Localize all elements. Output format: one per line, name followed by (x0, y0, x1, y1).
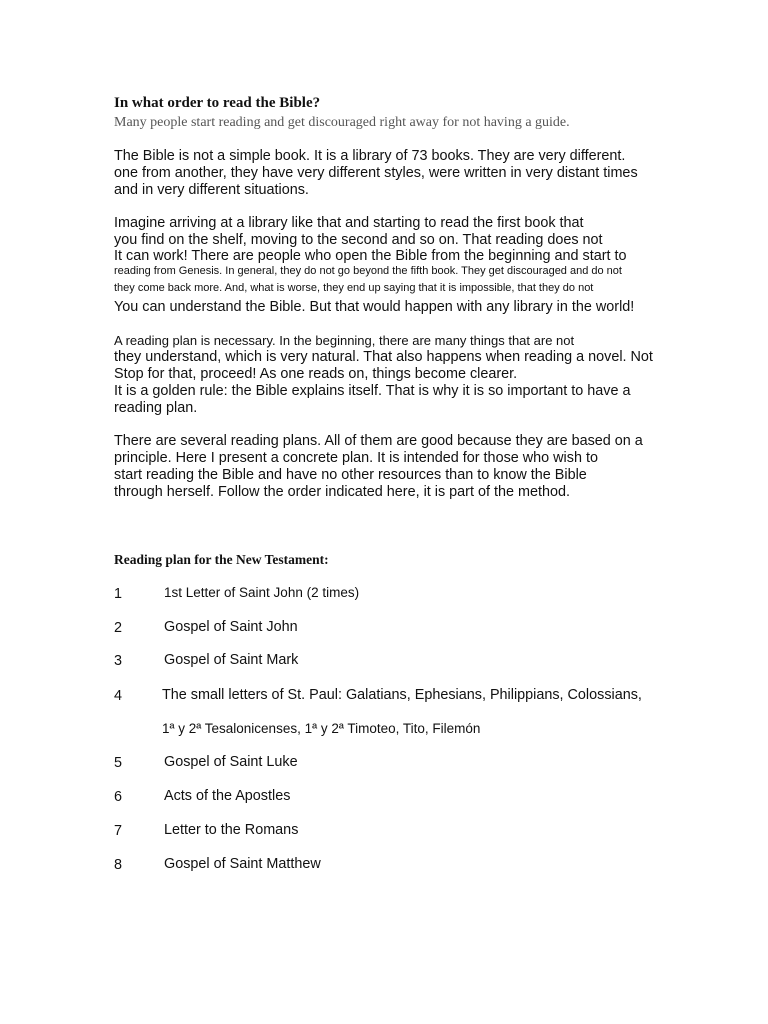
plan-item-text: 1st Letter of Saint John (2 times) (164, 585, 360, 600)
plan-item-text: Gospel of Saint Matthew (164, 856, 321, 872)
plan-item-number: 2 (114, 620, 123, 636)
paragraph-4-line-3: start reading the Bible and have no other resources than to know the Bible (114, 467, 587, 483)
plan-item-number: 7 (114, 823, 123, 839)
paragraph-3-line-2: they understand, which is very natural. That also happens when reading a novel. Not (114, 349, 653, 365)
paragraph-1-line-1: The Bible is not a simple book. It is a library of 73 books. They are very different. (114, 148, 626, 164)
paragraph-4-line-4: through herself. Follow the order indicated here, it is part of the method. (114, 484, 570, 500)
plan-item-number: 3 (114, 653, 123, 669)
plan-item-text: Gospel of Saint Luke (164, 754, 298, 770)
document-title: In what order to read the Bible? (114, 95, 321, 111)
paragraph-2-line-4: reading from Genesis. In general, they do not go beyond the fifth book. They get discouraged and do not (114, 265, 622, 277)
paragraph-3-line-4: It is a golden rule: the Bible explains itself. That is why it is so important to have a (114, 383, 631, 399)
plan-item-text: Acts of the Apostles (164, 788, 291, 804)
plan-item-number: 1 (114, 586, 123, 602)
paragraph-2-line-6: You can understand the Bible. But that would happen with any library in the world! (114, 299, 635, 315)
document-subtitle: Many people start reading and get discouraged right away for not having a guide. (114, 115, 570, 130)
paragraph-2-line-5: they come back more. And, what is worse, they end up saying that it is impossible, that they do not (114, 282, 594, 294)
plan-item-number: 8 (114, 857, 123, 873)
paragraph-3-line-1: A reading plan is necessary. In the beginning, there are many things that are not (114, 333, 575, 348)
plan-item-number: 4 (114, 688, 123, 704)
paragraph-1-line-3: and in very different situations. (114, 182, 309, 198)
reading-plan-heading: Reading plan for the New Testament: (114, 552, 329, 567)
plan-item-number: 6 (114, 789, 123, 805)
paragraph-1-line-2: one from another, they have very different styles, were written in very distant times (114, 165, 638, 181)
paragraph-2-line-3: It can work! There are people who open the Bible from the beginning and start to (114, 248, 627, 264)
plan-item-continuation: 1ª y 2ª Tesalonicenses, 1ª y 2ª Timoteo, Tito, Filemón (162, 721, 481, 736)
paragraph-4-line-1: There are several reading plans. All of them are good because they are based on a (114, 433, 643, 449)
paragraph-4-line-2: principle. Here I present a concrete plan. It is intended for those who wish to (114, 450, 598, 466)
plan-item-text: Gospel of Saint John (164, 619, 298, 635)
plan-item-text: Gospel of Saint Mark (164, 652, 299, 668)
plan-item-number: 5 (114, 755, 123, 771)
paragraph-2-line-1: Imagine arriving at a library like that and starting to read the first book that (114, 215, 584, 231)
paragraph-3-line-5: reading plan. (114, 400, 198, 416)
plan-item-text: The small letters of St. Paul: Galatians, Ephesians, Philippians, Colossians, (162, 687, 642, 703)
plan-item-text: Letter to the Romans (164, 822, 299, 838)
paragraph-3-line-3: Stop for that, proceed! As one reads on, things become clearer. (114, 366, 518, 382)
paragraph-2-line-2: you find on the shelf, moving to the second and so on. That reading does not (114, 232, 603, 248)
